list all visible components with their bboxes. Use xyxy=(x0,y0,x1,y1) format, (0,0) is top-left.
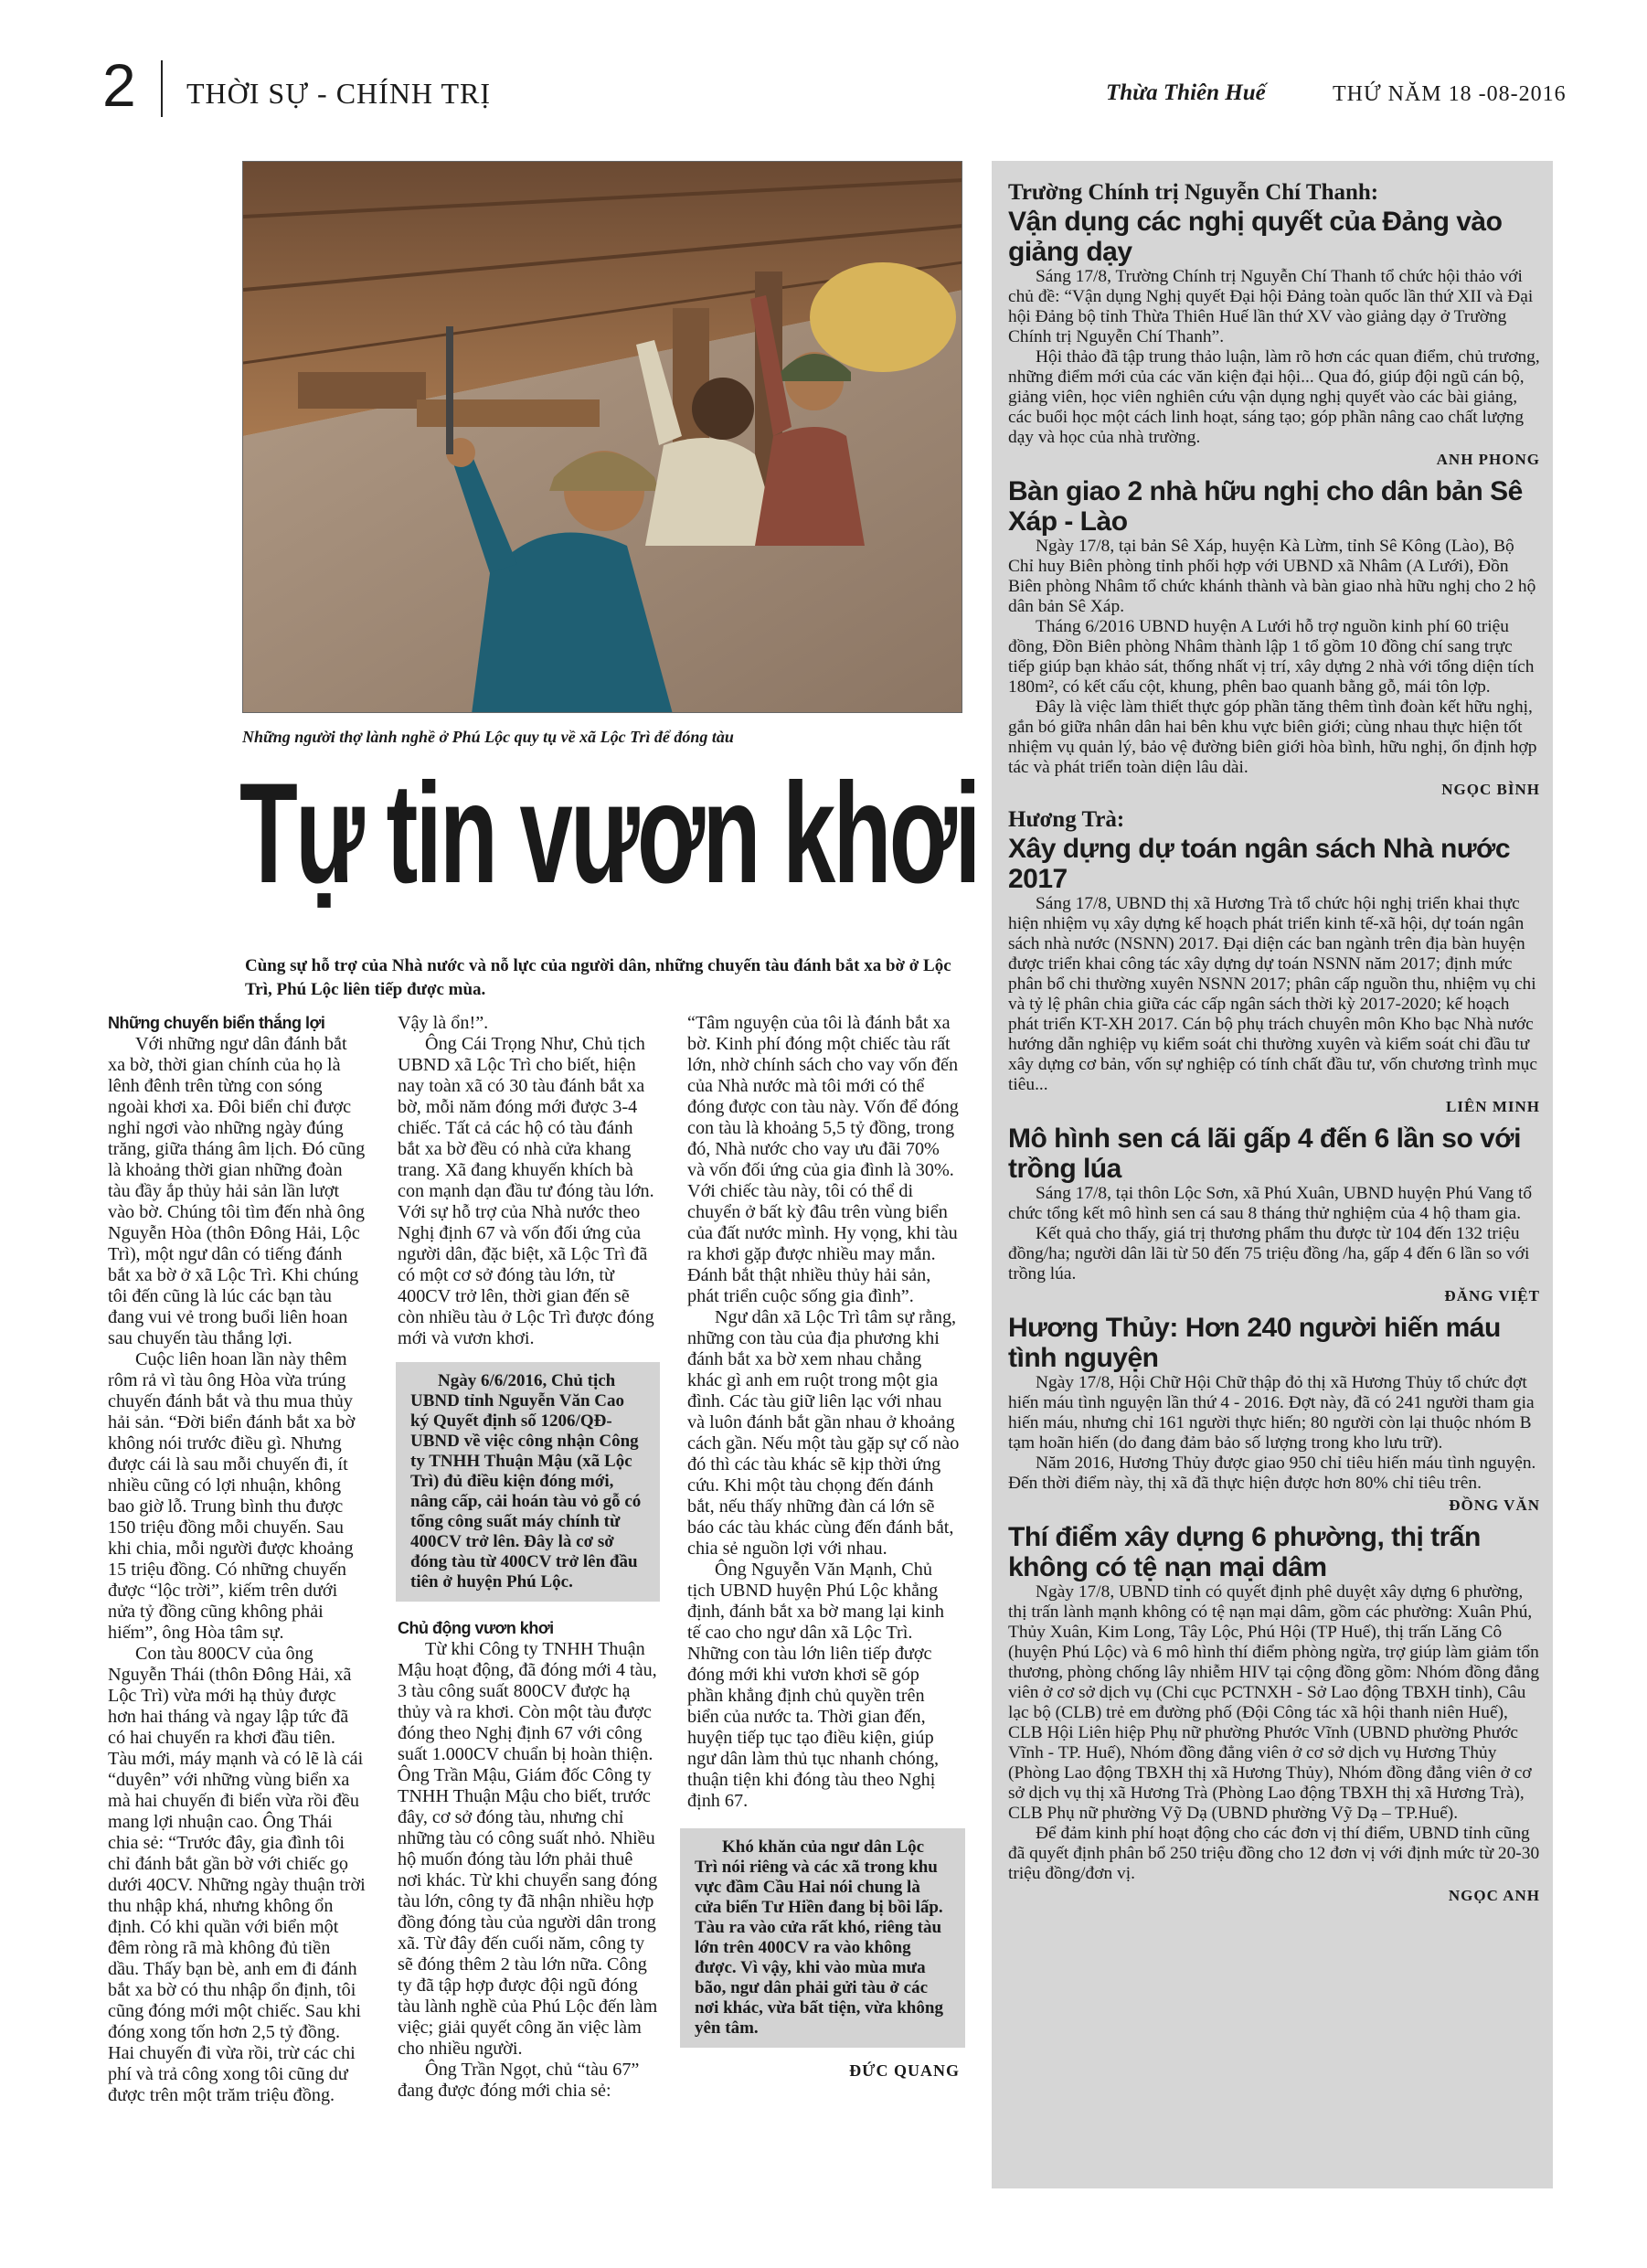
brief-item xyxy=(1008,476,1540,799)
article-column-3 xyxy=(687,1013,960,2082)
brief-kicker: Hương Trà: xyxy=(1008,807,1125,832)
paragraph: Ngày 17/8, Hội Chữ Hội Chữ thập đỏ thị xã Hương Thủy tổ chức đợt hiến máu tình nguyện lần thứ 4 - 2016. Đợt này, đã có 241 người tham gia hiến máu, nhưng chỉ 161 người thực hiến; 80 người còn lại thuộc nhóm B tạm hoãn hiến (do đang đảm bảo số lượng trong kho lưu trữ). xyxy=(1008,1373,1535,1453)
byline: NGỌC ANH xyxy=(1448,1887,1540,1904)
newspaper-name: Thừa Thiên Huế xyxy=(1106,80,1266,105)
byline: ĐĂNG VIỆT xyxy=(1444,1287,1540,1304)
brief-item xyxy=(1008,1313,1540,1515)
paragraph: Vậy là ổn!”. xyxy=(398,1013,489,1033)
paragraph: Sáng 17/8, UBND thị xã Hương Trà tổ chức hội nghị triển khai thực hiện nhiệm vụ xây dựng kế hoạch phát triển kinh tế-xã hội, dự toán ngân sách nhà nước (NSNN) 2017. Đại diện các ban ngành trên địa bàn huyện được triển khai công tác xây dựng dự toán NSNN năm 2017; định mức phân bổ chi thường xuyên NSNN 2017; phân cấp nguồn thu, nhiệm vụ chi và tỷ lệ phân chia giữa các cấp ngân sách thời kỳ 2017-2020; kế hoạch phát triển KT-XH 2017. Cán bộ phụ trách chuyên môn Kho bạc Nhà nước hướng dẫn nghiệp vụ kiểm soát chi thường xuyên và kiểm soát chi đầu tư xây dựng cơ bản, vốn sự nghiệp có tính chất đầu tư, vốn chương trình mục tiêu... xyxy=(1008,894,1537,1094)
paragraph: Với những ngư dân đánh bắt xa bờ, thời gian chính của họ là lênh đênh trên từng con sóng ngoài khơi xa. Đôi biển chỉ được nghỉ ngơi vào những ngày đúng trăng, giữa tháng âm lịch. Đó cũng là khoảng thời gian những đoàn tàu đầy ắp thủy hải sản lần lượt vào bờ. Chúng tôi tìm đến nhà ông Nguyễn Hòa (thôn Đông Hải, Lộc Trì), một ngư dân có tiếng đánh bắt xa bờ ở xã Lộc Trì. Khi chúng tôi đến cũng là lúc các bạn tàu đang vui vẻ trong buổi liên hoan sau chuyến tàu thắng lợi. xyxy=(108,1034,366,1348)
article-column-1 xyxy=(108,1013,366,2106)
section-title: THỜI SỰ - CHÍNH TRỊ xyxy=(186,77,491,110)
paragraph: Sáng 17/8, Trường Chính trị Nguyễn Chí Thanh tổ chức hội thảo với chủ đề: “Vận dụng Nghị quyết Đại hội Đảng toàn quốc lần thứ XII và Đại hội Đảng bộ tỉnh Thừa Thiên Huế lần thứ XV vào giảng dạy ở Trường Chính trị Nguyễn Chí Thanh”. xyxy=(1008,267,1534,346)
info-box xyxy=(396,1362,660,1602)
paragraph: “Tâm nguyện của tôi là đánh bắt xa bờ. Kinh phí đóng một chiếc tàu rất lớn, nhờ chính sách cho vay vốn đến của Nhà nước mà tôi mới có thể đóng được con tàu này. Vốn để đóng con tàu là khoảng 5,5 tỷ đồng, trong đó, Nhà nước cho vay ưu đãi 70% và vốn đối ứng của gia đình là 30%. Với chiếc tàu này, tôi có thể di chuyển ở bất kỳ đâu trên vùng biển của đất nước mình. Hy vọng, khi tàu ra khơi gặp được nhiều may mắn. Đánh bắt thật nhiều thủy hải sản, phát triển cuộc sống gia đình”. xyxy=(687,1013,959,1306)
brief-item xyxy=(1008,179,1540,469)
paragraph: Ông Cái Trọng Như, Chủ tịch UBND xã Lộc Trì cho biết, hiện nay toàn xã có 30 tàu đánh bắt xa bờ, mỗi năm đóng mới được 3-4 chiếc. Tất cả các hộ có tàu đánh bắt xa bờ đều có nhà cửa khang trang. Xã đang khuyến khích bà con mạnh dạn đầu tư đóng tàu lớn. Với sự hỗ trợ của Nhà nước theo Nghị định 67 và vốn đối ứng của người dân, đặc biệt, xã Lộc Trì đã có một cơ sở đóng tàu lớn, từ 400CV trở lên, thời gian đến sẽ còn nhiều tàu ở Lộc Trì được đóng mới và vươn khơi. xyxy=(398,1034,654,1348)
brief-title: Bàn giao 2 nhà hữu nghị cho dân bản Sê Xáp - Lào xyxy=(1008,476,1523,537)
brief-title: Mô hình sen cá lãi gấp 4 đến 6 lần so với trồng lúa xyxy=(1008,1123,1521,1184)
boatbuilding-photo-illustration xyxy=(243,162,962,713)
subhead: Những chuyến biển thắng lợi xyxy=(108,1014,325,1032)
page-number: 2 xyxy=(102,51,136,119)
paragraph: Ngư dân xã Lộc Trì tâm sự rằng, những con tàu của địa phương khi đánh bắt xa bờ xem nhau chẳng khác gì anh em ruột trong một gia đình. Các tàu giữ liên lạc với nhau và luôn đánh bắt gần nhau ở khoảng cách gần. Nếu một tàu gặp sự cố nào đó thì các tàu khác sẽ kịp thời ứng cứu. Khi một tàu chọng đến đánh bắt, nếu thấy những đàn cá lớn sẽ báo các tàu khác cùng đến đánh bắt, chia sẻ nguồn lợi với nhau. xyxy=(687,1307,960,1559)
info-box xyxy=(680,1828,965,2048)
paragraph: Ông Nguyễn Văn Mạnh, Chủ tịch UBND huyện Phú Lộc khẳng định, đánh bắt xa bờ mang lại kinh tế cao cho ngư dân xã Lộc Trì. Những con tàu lớn liên tiếp được đóng mới khi vươn khơi sẽ góp phần khẳng định chủ quyền trên biển của nước ta. Thời gian đến, huyện tiếp tục tạo điều kiện, giúp ngư dân làm thủ tục nhanh chóng, thuận tiện khi đóng tàu theo Nghị định 67. xyxy=(687,1560,944,1811)
paragraph: Từ khi Công ty TNHH Thuận Mậu hoạt động, đã đóng mới 4 tàu, 3 tàu công suất 800CV được hạ thủy và ra khơi. Còn một tàu được đóng theo Nghị định 67 với công suất 1.000CV chuẩn bị hoàn thiện. Ông Trần Mậu, Giám đốc Công ty TNHH Thuận Mậu cho biết, trước đây, cơ sở đóng tàu, nhưng chỉ những tàu có công suất nhỏ. Nhiều hộ muốn đóng tàu lớn phải thuê nơi khác. Từ khi chuyển sang đóng tàu lớn, công ty đã nhận nhiều hợp đồng đóng tàu của người dân trong xã. Từ đây đến cuối năm, công ty sẽ đóng thêm 2 tàu lớn nữa. Công ty đã tập hợp được đội ngũ đóng tàu lành nghề của Phú Lộc đến làm việc; giải quyết công ăn việc làm cho nhiều người. xyxy=(398,1639,658,2059)
boatbuilding-photo xyxy=(242,161,962,713)
byline: ĐỨC QUANG xyxy=(849,2061,960,2080)
paragraph: Đây là việc làm thiết thực góp phần tăng thêm tình đoàn kết hữu nghị, gắn bó giữa nhân dân hai bên khu vực biên giới; cùng nhau thực hiện tốt nhiệm vụ quản lý, bảo vệ đường biên giới hòa bình, hữu nghị, ổn định hợp tác và phát triển toàn diện lâu dài. xyxy=(1008,697,1537,777)
brief-title: Xây dựng dự toán ngân sách Nhà nước 2017 xyxy=(1008,834,1511,894)
paragraph: Tháng 6/2016 UBND huyện A Lưới hỗ trợ nguồn kinh phí 60 triệu đồng, Đồn Biên phòng Nhâm thành lập 1 tổ gồm 10 đồng chí sang trực tiếp giúp bạn khảo sát, thống nhất vị trí, xây dựng 2 nhà với tổng diện tích 180m², có kết cấu cột, khung, phên bao quanh bằng gỗ, mái tôn lợp. xyxy=(1008,617,1535,697)
brief-title: Vận dụng các nghị quyết của Đảng vào giảng dạy xyxy=(1008,207,1503,267)
header-divider xyxy=(161,60,163,117)
paragraph: Để đảm kinh phí hoạt động cho các đơn vị thí điểm, UBND tỉnh cũng đã quyết định phân bổ 250 triệu đồng cho 12 đơn vị với định mức từ 20-30 triệu đồng/đơn vị. xyxy=(1008,1824,1540,1883)
lead-paragraph: Cùng sự hỗ trợ của Nhà nước và nỗ lực của người dân, những chuyến tàu đánh bắt xa bờ ở Lộc Trì, Phú Lộc liên tiếp được mùa. xyxy=(245,956,951,999)
byline: ĐỒNG VĂN xyxy=(1449,1496,1540,1514)
byline: ANH PHONG xyxy=(1436,451,1540,468)
paragraph: Con tàu 800CV của ông Nguyễn Thái (thôn Đông Hải, xã Lộc Trì) vừa mới hạ thủy được hơn hai tháng và ngay lập tức đã có hai chuyến ra khơi đầu tiên. Tàu mới, máy mạnh và có lẽ là cái “duyên” với những vùng biển xa mà hai chuyến đi biển vừa rồi đều mang lợi nhuận cao. Ông Thái chia sẻ: “Trước đây, gia đình tôi chỉ đánh bắt gần bờ với chiếc gọ dưới 40CV. Những ngày thuận trời thu nhập khá, nhưng không ổn định. Có khi quần với biển một đêm ròng rã mà không đủ tiền dầu. Thấy bạn bè, anh em đi đánh bắt xa bờ có thu nhập ổn định, tôi cũng đóng mới một chiếc. Sau khi đóng xong tốn hơn 2,5 tỷ đồng. Hai chuyến đi vừa rồi, trừ các chi phí và trả công xong tôi cũng dư được trên một trăm triệu đồng. xyxy=(108,1644,366,2105)
brief-item xyxy=(1008,1123,1540,1305)
paragraph: Cuộc liên hoan lần này thêm rôm rả vì tàu ông Hòa vừa trúng chuyến đánh bắt và thu mua thủy hải sản. “Đời biển đánh bắt xa bờ không nói trước điều gì. Nhưng được cái là sau mỗi chuyến đi, ít nhiều cũng có lợi nhuận, không bao giờ lỗ. Trung bình thu được 150 triệu đồng mỗi chuyến. Sau khi chia, mỗi người được khoảng 15 triệu đồng. Có những chuyến được “lộc trời”, kiếm trên dưới nửa tỷ đồng cũng không phải hiếm”, ông Hòa tâm sự. xyxy=(108,1349,356,1643)
brief-kicker: Trường Chính trị Nguyễn Chí Thanh: xyxy=(1008,180,1379,205)
headline: Tự tin vươn khơi xyxy=(239,754,979,913)
paragraph: Ngày 17/8, tại bản Sê Xáp, huyện Kà Lừm, tỉnh Sê Kông (Lào), Bộ Chỉ huy Biên phòng tỉnh phối hợp với UBND xã Nhâm (A Lưới), Đồn Biên phòng Nhâm tổ chức khánh thành và bàn giao nhà hữu nghị cho 2 hộ dân bản Sê Xáp. xyxy=(1008,537,1536,616)
paragraph: Kết quả cho thấy, giá trị thương phẩm thu được từ 104 đến 132 triệu đồng/ha; người dân lãi từ 50 đến 75 triệu đồng /ha, gấp 4 đến 6 lần so với trồng lúa. xyxy=(1008,1224,1530,1283)
byline: LIÊN MINH xyxy=(1446,1098,1540,1115)
brief-title: Hương Thủy: Hơn 240 người hiến máu tình nguyện xyxy=(1008,1313,1501,1373)
photo-caption: Những người thợ lành nghề ở Phú Lộc quy tụ về xã Lộc Trì để đóng tàu xyxy=(242,728,734,746)
info-box-text: Ngày 6/6/2016, Chủ tịch UBND tỉnh Nguyễn Văn Cao ký Quyết định số 1206/QĐ-UBND về việc công nhận Công ty TNHH Thuận Mậu (xã Lộc Trì) đủ điều kiện đóng mới, nâng cấp, cải hoán tàu vỏ gỗ có tổng công suất máy chính từ 400CV trở lên. Đây là cơ sở đóng tàu từ 400CV trở lên đầu tiên ở huyện Phú Lộc. xyxy=(410,1371,642,1592)
brief-title: Thí điểm xây dựng 6 phường, thị trấn không có tệ nạn mại dâm xyxy=(1008,1522,1481,1582)
paragraph: Năm 2016, Hương Thủy được giao 950 chỉ tiêu hiến máu tình nguyện. Đến thời điểm này, thị xã đã thực hiện được hơn 80% chỉ tiêu trên. xyxy=(1008,1453,1536,1493)
article-column-2 xyxy=(398,1013,660,2102)
paragraph: Ngày 17/8, UBND tỉnh có quyết định phê duyệt xây dựng 6 phường, thị trấn lành mạnh không có tệ nạn mại dâm, gồm các phường: Xuân Phú, Thủy Xuân, Kim Long, Tây Lộc, Phú Hội (TP Huế), thị trấn Lăng Cô (huyện Phú Lộc) và 6 mô hình thí điểm phòng ngừa, trợ giúp làm giảm tổn thương, phòng chống lây nhiễm HIV tại cộng đồng gồm: Nhóm đồng đẳng viên ở cơ sở dịch vụ (Chi cục PCTNXH - Sở Lao động TBXH tỉnh), Câu lạc bộ (CLB) trẻ em đường phố (Đội Công tác xã hội thanh niên Huế), CLB Hội Liên hiệp Phụ nữ phường Phước Vĩnh (UBND phường Phước Vĩnh - TP. Huế), Nhóm đồng đẳng viên ở cơ sở dịch vụ Hương Thủy (Phòng Lao động TBXH thị xã Hương Thủy), Nhóm đồng đẳng viên ở cơ sở dịch vụ thị xã Hương Trà (Phòng Lao động TBXH thị xã Hương Trà), CLB Phụ nữ phường Vỹ Dạ (UBND phường Vỹ Dạ – TP.Huế). xyxy=(1008,1582,1540,1823)
byline: NGỌC BÌNH xyxy=(1441,781,1540,798)
paragraph: Hội thảo đã tập trung thảo luận, làm rõ hơn các quan điểm, chủ trương, những điểm mới của các văn kiện đại hội... Qua đó, giúp đội ngũ cán bộ, giảng viên, học viên nghiên cứu vận dụng nghị quyết vào các bài giảng, các buổi học một cách linh hoạt, sáng tạo; góp phần nâng cao chất lượng dạy và học của nhà trường. xyxy=(1008,347,1540,447)
issue-date: THỨ NĂM 18 -08-2016 xyxy=(1333,82,1567,106)
info-box-text: Khó khăn của ngư dân Lộc Trì nói riêng và các xã trong khu vực đầm Cầu Hai nói chung là cửa biển Tư Hiền đang bị bồi lấp. Tàu ra vào cửa rất khó, riêng tàu lớn trên 400CV ra vào không được. Vì vậy, khi vào mùa mưa bão, ngư dân phải gửi tàu ở các nơi khác, vừa bất tiện, vừa không yên tâm. xyxy=(695,1837,943,2038)
brief-item xyxy=(1008,1522,1540,1905)
news-brief-list xyxy=(1008,179,1540,1912)
subhead: Chủ động vươn khơi xyxy=(398,1619,554,1637)
paragraph: Ông Trần Ngọt, chủ “tàu 67” đang được đóng mới chia sẻ: xyxy=(398,2060,640,2101)
brief-item xyxy=(1008,806,1540,1116)
paragraph: Sáng 17/8, tại thôn Lộc Sơn, xã Phú Xuân, UBND huyện Phú Vang tổ chức tổng kết mô hình sen cá sau 8 tháng thử nghiệm của 4 hộ tham gia. xyxy=(1008,1184,1533,1223)
